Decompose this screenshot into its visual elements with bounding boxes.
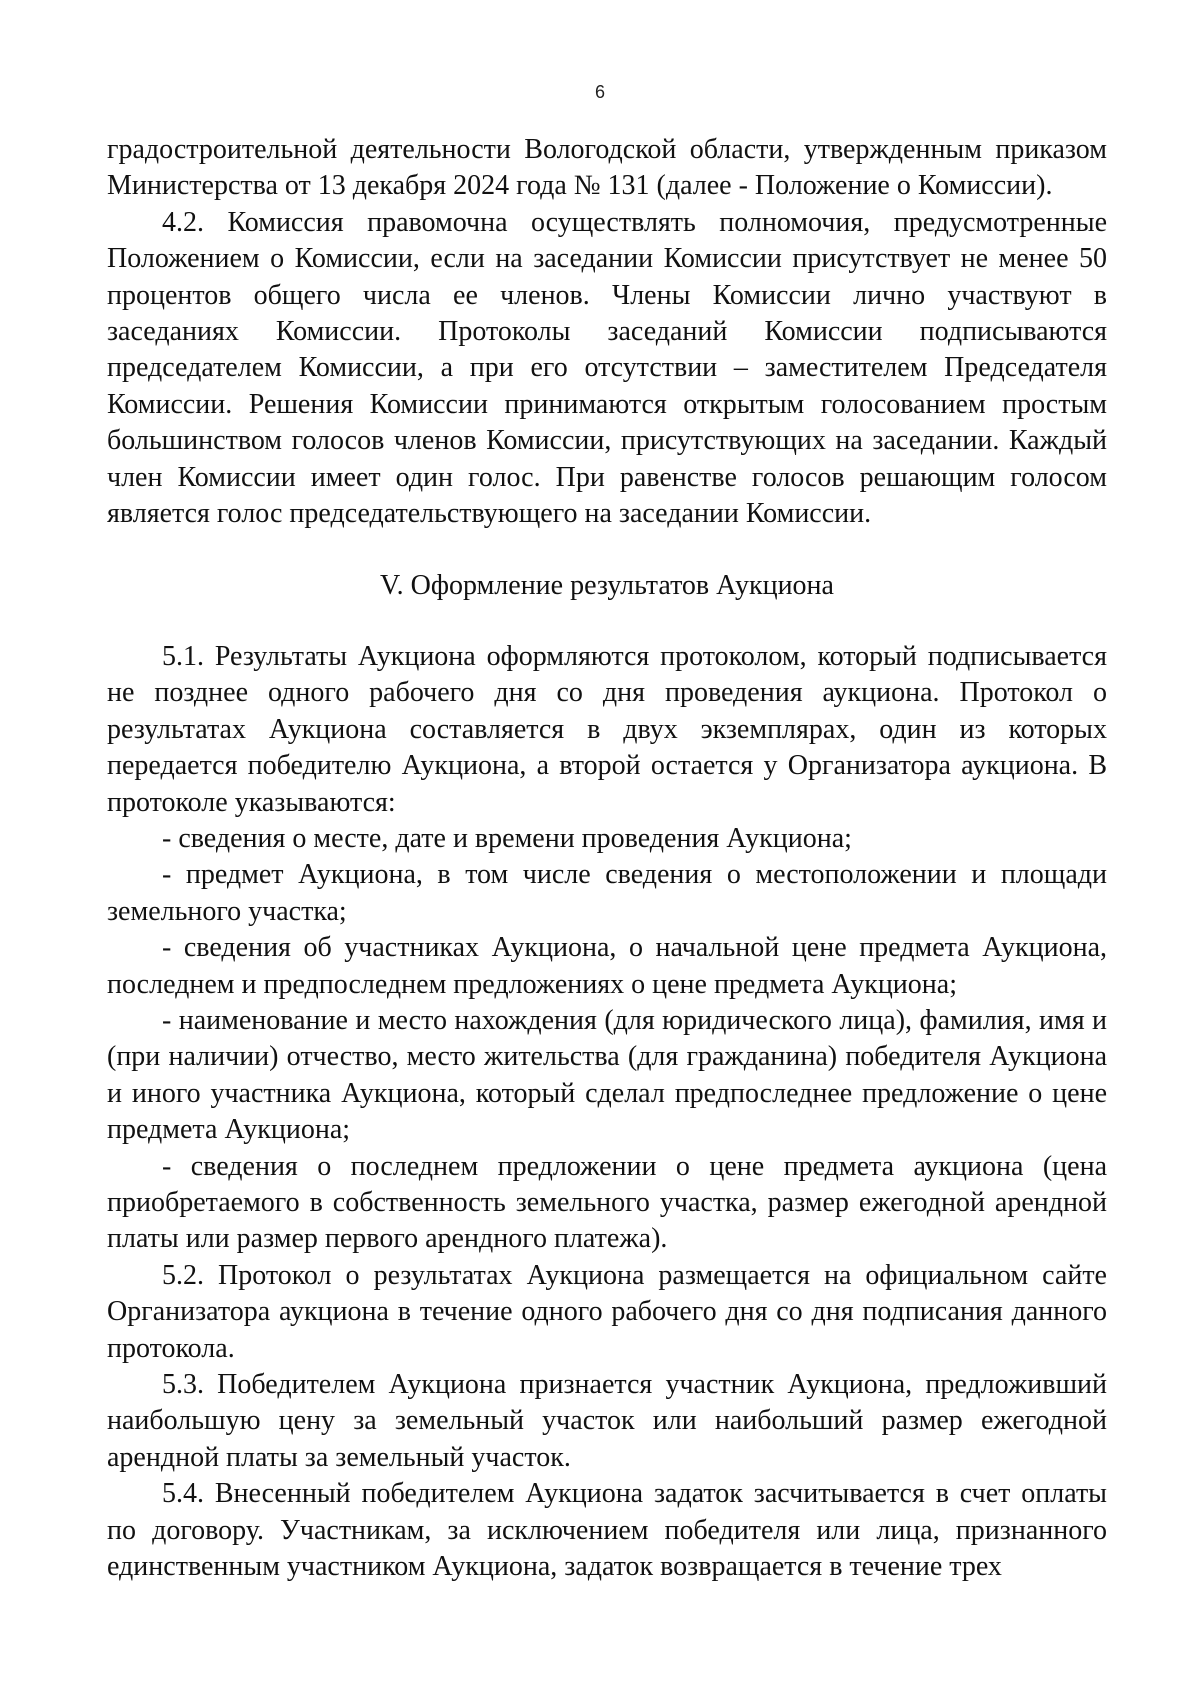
page-number: 6 — [594, 82, 605, 102]
list-item-participants: - сведения об участниках Аукциона, о начальной цене предмета Аукциона, последнем и предпоследнем предложениях о цене предмета Аукциона; — [107, 932, 1107, 1000]
document-body — [107, 132, 1107, 1585]
paragraph-continuation: градостроительной деятельности Вологодской области, утвержденным приказом Министерства от 13 декабря 2024 года № 131 (далее - Положение о Комиссии). — [107, 134, 1107, 202]
paragraph-5-1: 5.1. Результаты Аукциона оформляются протоколом, который подписывается не позднее одного рабочего дня со дня проведения аукциона. Протокол о результатах Аукциона составляется в двух экземплярах, один из которых передается победителю Аукциона, а второй остается у Организатора аукциона. В протоколе указываются: — [107, 640, 1107, 818]
list-item-last-offer: - сведения о последнем предложении о цене предмета аукциона (цена приобретаемого в собственность земельного участка, размер ежегодной арендной платы или размер первого арендного платежа). — [107, 1150, 1107, 1255]
paragraph-5-2: 5.2. Протокол о результатах Аукциона размещается на официальном сайте Организатора аукциона в течение одного рабочего дня со дня подписания данного протокола. — [107, 1259, 1107, 1364]
list-item-subject: - предмет Аукциона, в том числе сведения о местоположении и площади земельного участка; — [107, 859, 1107, 927]
paragraph-5-3: 5.3. Победителем Аукциона признается участник Аукциона, предложивший наибольшую цену за земельный участок или наибольший размер ежегодной арендной платы за земельный участок. — [107, 1369, 1107, 1473]
section-heading: V. Оформление результатов Аукциона — [380, 570, 834, 602]
paragraph-4-2: 4.2. Комиссия правомочна осуществлять полномочия, предусмотренные Положением о Комиссии, если на заседании Комиссии присутствует не менее 50 процентов общего числа ее членов. Члены Комиссии лично участвуют в заседаниях Комиссии. Протоколы заседаний Комиссии подписываются председателем Комиссии, а при его отсутствии – заместителем Председателя Комиссии. Решения Комиссии принимаются открытым голосованием простым большинством голосов членов Комиссии, присутствующих на заседании. Каждый член Комиссии имеет один голос. При равенстве голосов решающим голосом является голос председательствующего на заседании Комиссии. — [107, 206, 1107, 530]
paragraph-5-4: 5.4. Внесенный победителем Аукциона задаток засчитывается в счет оплаты по договору. Участникам, за исключением победителя или лица, признанного единственным участником Аукциона, задаток возвращается в течение трех — [107, 1478, 1107, 1583]
list-item-place-date: - сведения о месте, дате и времени проведения Аукциона; — [162, 822, 852, 854]
list-item-winner: - наименование и место нахождения (для юридического лица), фамилия, имя и (при наличии) отчество, место жительства (для гражданина) победителя Аукциона и иного участника Аукциона, который сделал предпоследнее предложение о цене предмета Аукциона; — [107, 1004, 1107, 1146]
